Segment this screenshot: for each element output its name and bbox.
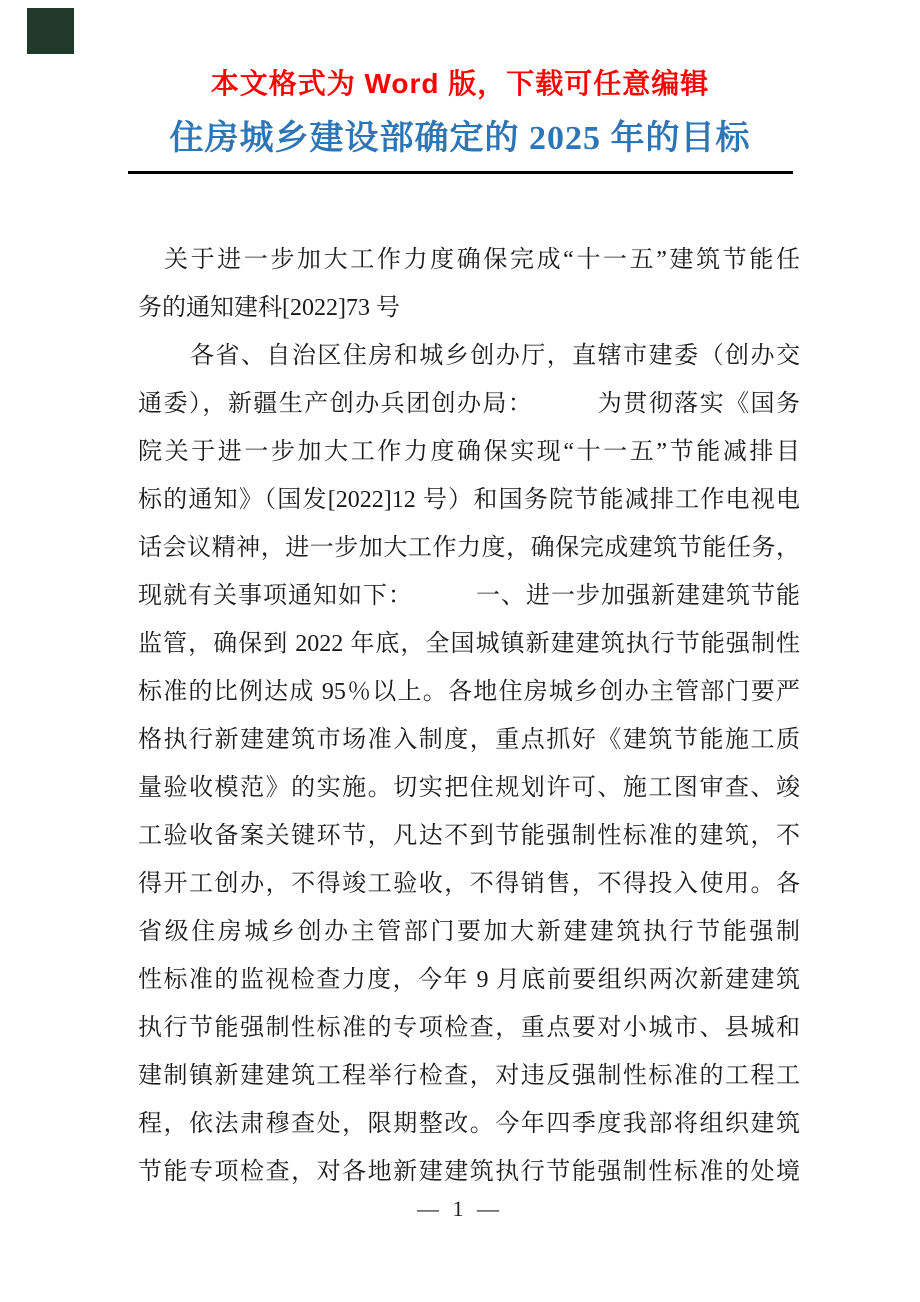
body-line: 量验收模范》的实施。切实把住规划许可、施工图审查、竣 <box>138 775 800 801</box>
format-notice: 本文格式为 Word 版，下载可任意编辑 <box>210 68 710 99</box>
body-line: 院关于进一步加大工作力度确保实现“十一五”节能减排目 <box>138 439 800 465</box>
body-line: 工验收备案关键环节，凡达不到节能强制性标准的建筑，不 <box>138 823 800 849</box>
body-line: 话会议精神，进一步加大工作力度，确保完成建筑节能任务， <box>138 535 800 561</box>
body-line: 程，依法肃穆查处，限期整改。今年四季度我部将组织建筑 <box>138 1111 800 1137</box>
body-line: 节能专项检查，对各地新建建筑执行节能强制性标准的处境 <box>138 1159 800 1185</box>
body-line: 通委），新疆生产创办兵团创办局： 为贯彻落实《国务 <box>138 391 800 417</box>
body-line: 监管，确保到 2022 年底，全国城镇新建建筑执行节能强制性 <box>138 631 800 657</box>
body-line: 执行节能强制性标准的专项检查，重点要对小城市、县城和 <box>138 1015 800 1041</box>
body-line: 得开工创办，不得竣工验收，不得销售，不得投入使用。各 <box>138 871 800 897</box>
body-line: 现就有关事项通知如下： 一、进一步加强新建建筑节能 <box>138 583 800 609</box>
document-body <box>138 236 800 1196</box>
body-line: 省级住房城乡创办主管部门要加大新建建筑执行节能强制 <box>138 919 800 945</box>
body-line: 性标准的监视检查力度，今年 9 月底前要组织两次新建建筑 <box>138 967 800 993</box>
body-line: 关于进一步加大工作力度确保完成“十一五”建筑节能任 <box>164 247 800 273</box>
body-line: 务的通知建科[2022]73 号 <box>138 295 400 321</box>
page-title: 住房城乡建设部确定的 2025 年的目标 <box>169 120 751 157</box>
corner-logo-square <box>27 8 74 54</box>
body-line: 格执行新建建筑市场准入制度，重点抓好《建筑节能施工质 <box>138 727 800 753</box>
page-number: — 1 — <box>417 1196 503 1221</box>
body-line: 标准的比例达成 95％以上。各地住房城乡创办主管部门要严 <box>138 679 800 705</box>
title-divider <box>128 171 793 174</box>
body-line: 各省、自治区住房和城乡创办厅，直辖市建委（创办交 <box>190 343 800 369</box>
body-line: 建制镇新建建筑工程举行检查，对违反强制性标准的工程工 <box>138 1063 800 1089</box>
body-line: 标的通知》（国发[2022]12 号）和国务院节能减排工作电视电 <box>138 487 800 513</box>
